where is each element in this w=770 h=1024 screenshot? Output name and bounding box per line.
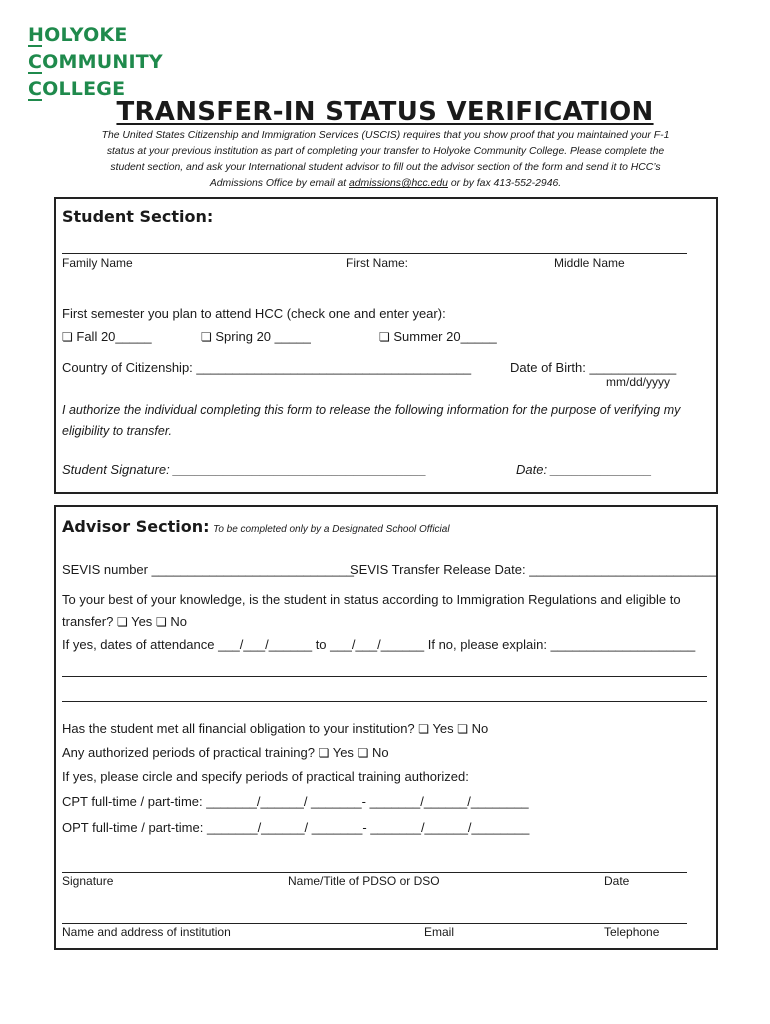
fall-option[interactable]: ❏ Fall 20_____ <box>62 329 152 344</box>
financial-question: Has the student met all financial obligation to your institution? ❏ Yes ❏ No <box>62 721 489 736</box>
sevis-number-field[interactable]: SEVIS number ____________________________ <box>62 562 355 577</box>
explain-line-2[interactable] <box>62 701 707 702</box>
cpt-field[interactable]: CPT full-time / part-time: _______/______/ _______- _______/______/________ <box>62 794 529 809</box>
dob-format-hint: mm/dd/yyyy <box>606 375 671 389</box>
authorization-statement: I authorize the individual completing this form to release the following information for the purpose of verifying my eligibility to transfer. <box>62 403 681 438</box>
sevis-release-date-field[interactable]: SEVIS Transfer Release Date: __________________________ <box>350 562 718 577</box>
first-name-label: First Name: <box>346 256 409 270</box>
advisor-heading-row <box>62 517 450 536</box>
practical-training-question: Any authorized periods of practical training? ❏ Yes ❏ No <box>62 745 389 760</box>
signature-label: Signature <box>62 874 114 888</box>
date-label: Date <box>604 874 630 888</box>
hcc-logo <box>28 22 163 103</box>
student-section-heading: Student Section: <box>62 207 214 226</box>
explain-line-1[interactable] <box>62 676 707 677</box>
email-label: Email <box>424 925 455 939</box>
checkbox-icon[interactable]: ❏ <box>62 330 73 344</box>
family-name-label: Family Name <box>62 256 133 270</box>
opt-field[interactable]: OPT full-time / part-time: _______/______/ _______- _______/______/________ <box>62 820 530 835</box>
circle-specify-prompt: If yes, please circle and specify periods of practical training authorized: <box>62 769 469 784</box>
dob-field[interactable]: Date of Birth: ____________ <box>510 360 677 375</box>
checkbox-icon[interactable]: ❏ <box>379 330 390 344</box>
semester-prompt: First semester you plan to attend HCC (check one and enter year): <box>62 306 446 321</box>
admissions-email-link[interactable]: admissions@hcc.edu <box>349 178 448 189</box>
checkbox-icon[interactable]: ❏ <box>457 722 469 736</box>
signature-line[interactable] <box>62 872 687 873</box>
middle-name-label: Middle Name <box>554 256 625 270</box>
institution-label: Name and address of institution <box>62 925 231 939</box>
logo-line-2: COMMUNITY <box>28 51 163 73</box>
logo-line-3: COLLEGE <box>28 78 126 100</box>
in-status-question: To your best of your knowledge, is the student in status according to Immigration Regulations and eligible to transfer? ❏ Yes ❏ No <box>62 592 681 629</box>
checkbox-icon[interactable]: ❏ <box>418 722 430 736</box>
telephone-label: Telephone <box>604 925 660 939</box>
summer-option[interactable]: ❏ Summer 20_____ <box>379 329 497 344</box>
student-date-field[interactable]: Date: ______________ <box>516 462 652 477</box>
name-title-label: Name/Title of PDSO or DSO <box>288 874 440 888</box>
checkbox-icon[interactable]: ❏ <box>318 746 330 760</box>
checkbox-icon[interactable]: ❏ <box>155 615 167 629</box>
advisor-section-heading: Advisor Section: <box>62 517 210 536</box>
institution-line[interactable] <box>62 923 687 924</box>
spring-option[interactable]: ❏ Spring 20 _____ <box>201 329 311 344</box>
checkbox-icon[interactable]: ❏ <box>116 615 128 629</box>
dates-attendance-field[interactable]: If yes, dates of attendance ___/___/______ to ___/___/______ If no, please explain: ____________________ <box>62 637 696 652</box>
student-section <box>54 197 718 494</box>
intro-paragraph: The United States Citizenship and Immigration Services (USCIS) requires that you show proof that you maintained your F-1 status at your previous institution as part of completing your transfer to Holyoke Community College. Please complete the student section, and ask your International student advisor to fill out the advisor section of the form and send it to HCC’s Admissions Office by email at admissions@hcc.edu or by fax 413-552-2946. <box>101 130 670 189</box>
advisor-subheading: To be completed only by a Designated School Official <box>213 524 450 535</box>
name-line[interactable] <box>62 253 687 254</box>
logo-line-1: HOLYOKE <box>28 24 128 46</box>
checkbox-icon[interactable]: ❏ <box>201 330 212 344</box>
advisor-section <box>54 505 718 950</box>
student-signature-field[interactable]: Student Signature: ___________________________________ <box>62 462 427 477</box>
page-title: TRANSFER-IN STATUS VERIFICATION <box>116 97 654 127</box>
checkbox-icon[interactable]: ❏ <box>357 746 369 760</box>
citizenship-field[interactable]: Country of Citizenship: ______________________________________ <box>62 360 472 375</box>
